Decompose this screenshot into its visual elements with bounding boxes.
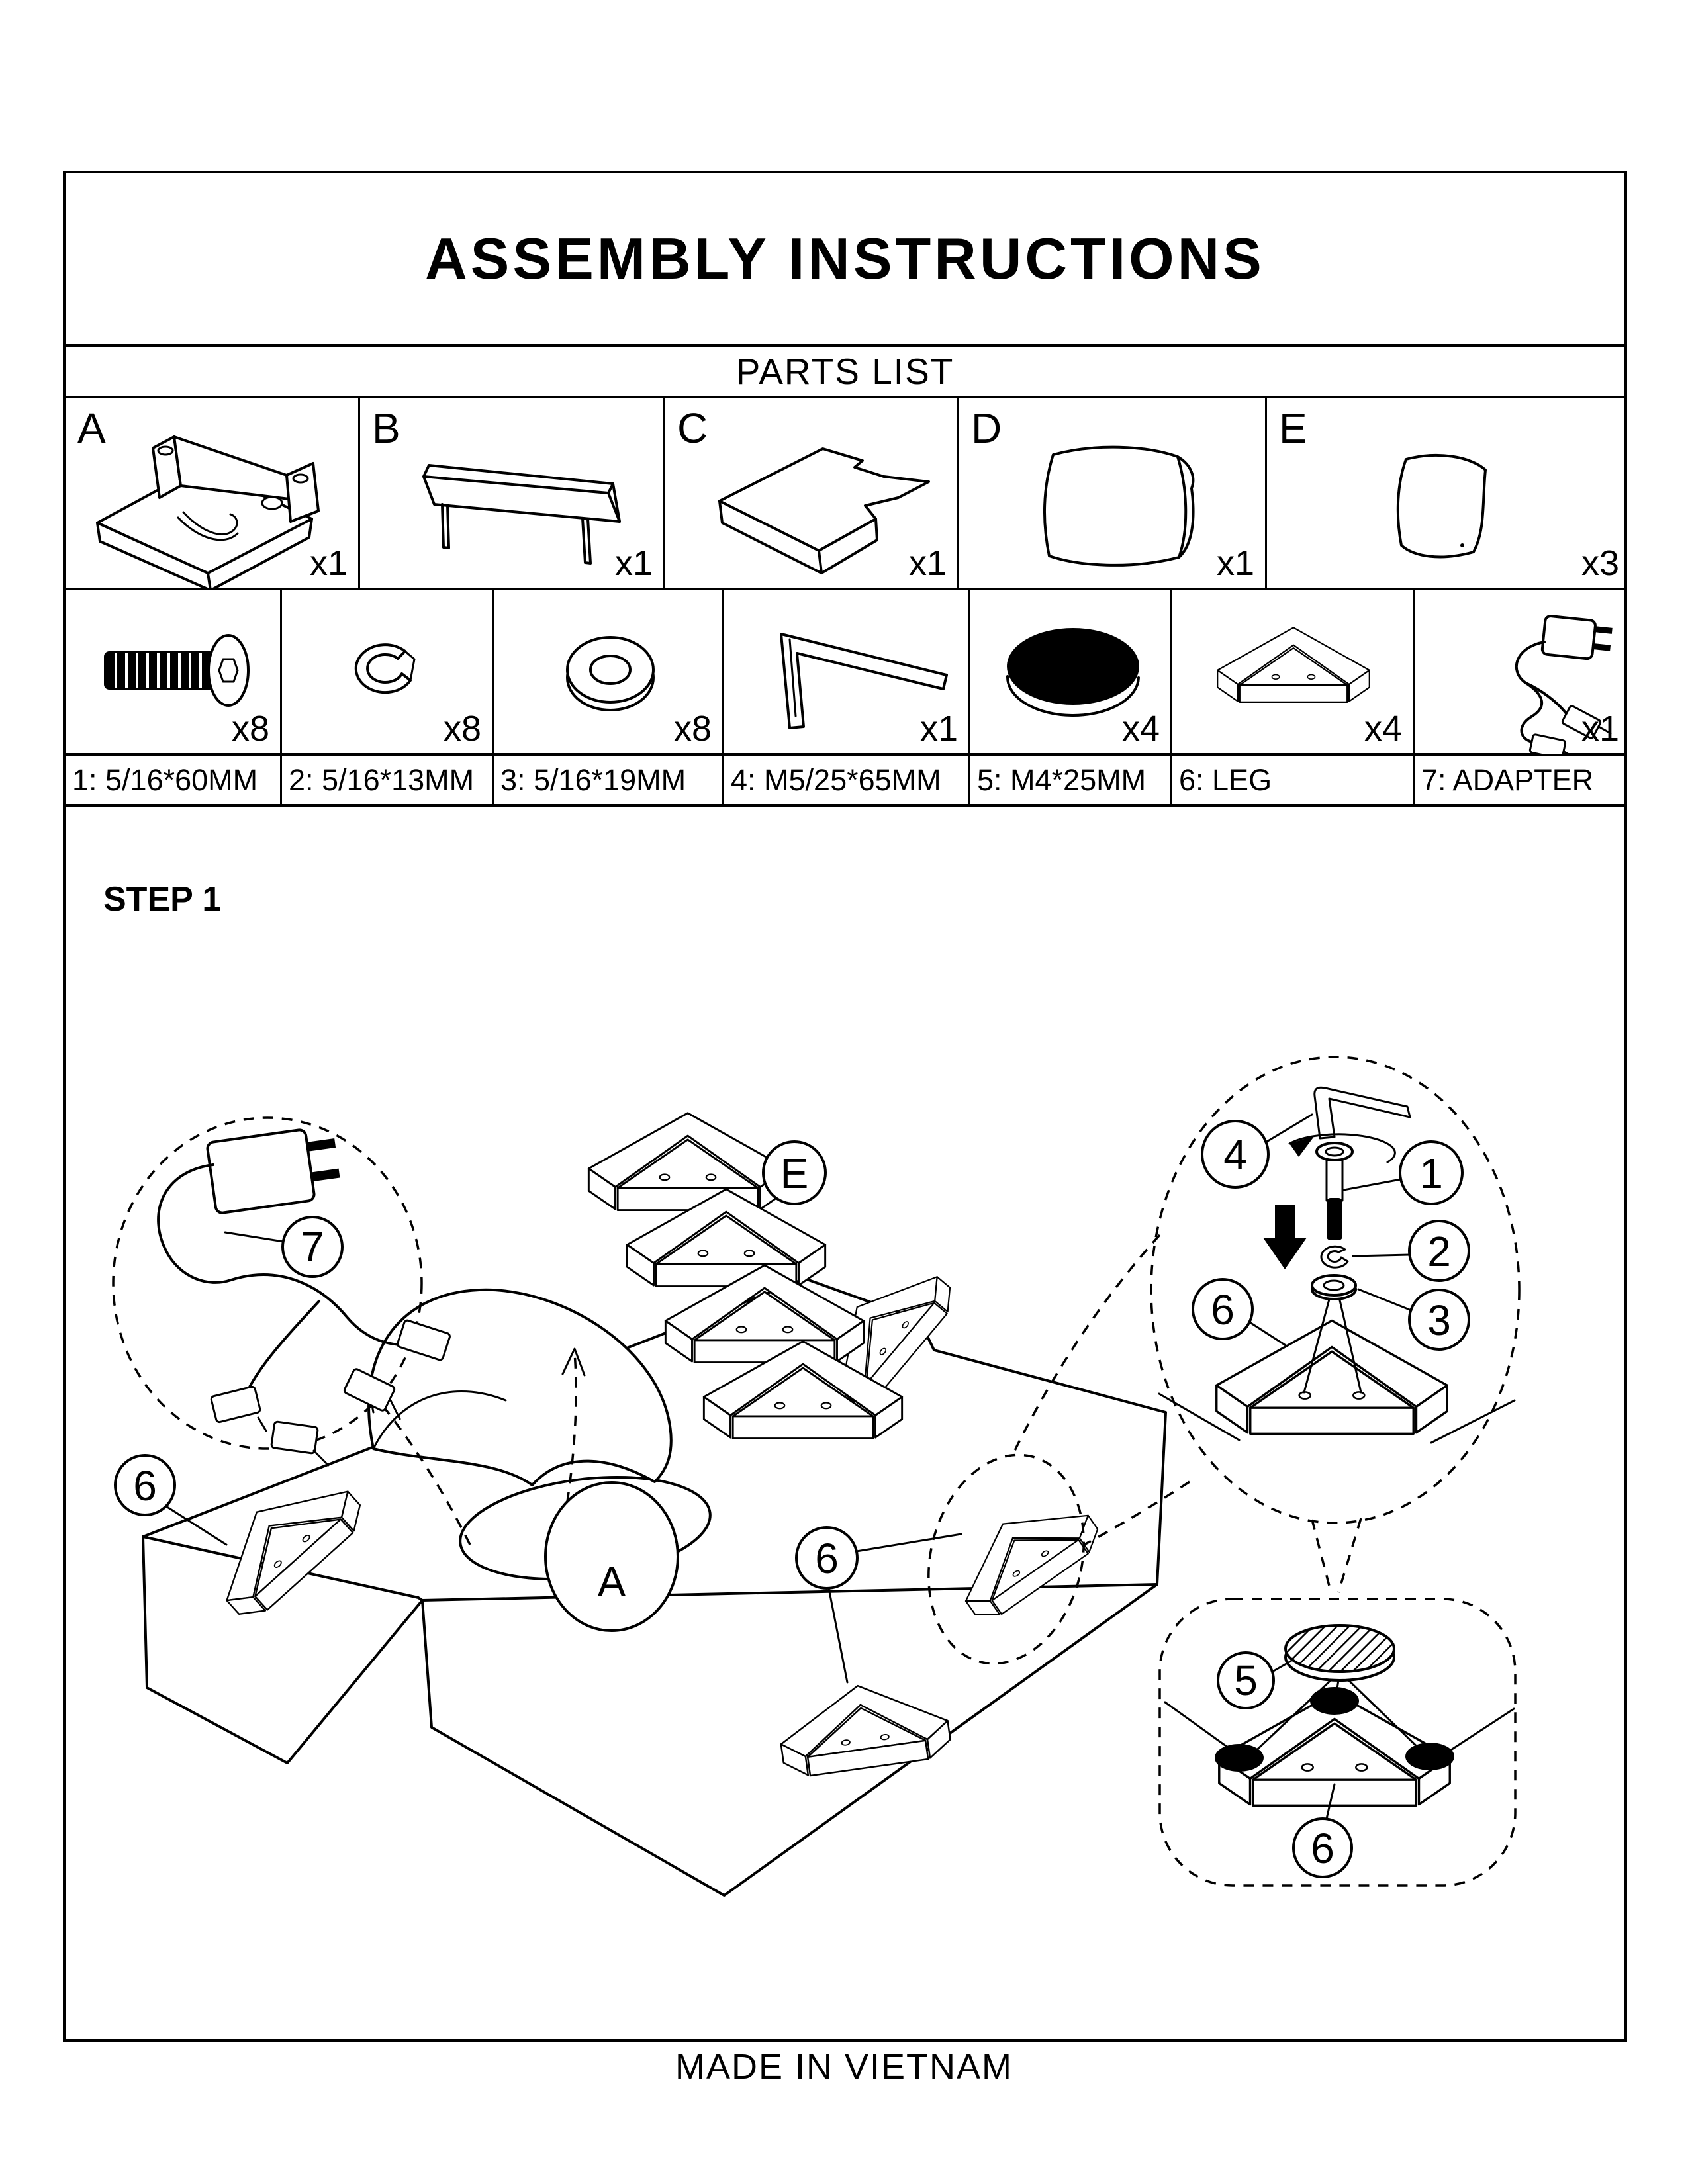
flat-washer-drawing [1312,1275,1356,1299]
hw-cell-floor-pad [970,590,1172,753]
callout-e [763,1142,825,1204]
floor-pad-installed [1405,1743,1454,1770]
hw-label: 5: M4*25MM [977,762,1147,797]
part-qty: x1 [309,543,348,583]
svg-text:2: 2 [1427,1228,1451,1275]
callout-2 [1353,1221,1469,1281]
svg-text:3: 3 [1427,1297,1451,1344]
hw-cell-allen-key [724,590,970,753]
floor-pad-installed [1215,1744,1264,1772]
part-letter: B [372,404,400,452]
page-title: ASSEMBLY INSTRUCTIONS [425,226,1265,291]
svg-text:6: 6 [1311,1825,1335,1872]
part-letter: C [677,404,708,452]
hw-label-cell [1172,756,1415,804]
hw-qty: x4 [1121,709,1160,749]
spring-washer-drawing [1321,1246,1348,1267]
callout-5 [1218,1653,1291,1708]
document-border [63,171,1627,2042]
part-letter: E [1279,404,1307,452]
parts-row [66,398,1624,590]
hw-label-cell [970,756,1172,804]
hardware-labels-row [66,756,1624,807]
hw-label-cell [1415,756,1630,804]
pillow-icon [1267,398,1628,588]
hw-cell-spring-washer [282,590,494,753]
svg-text:4: 4 [1223,1131,1247,1179]
callout-a [545,1482,678,1631]
hw-qty: x1 [919,709,958,749]
callout-3 [1358,1289,1469,1349]
pad-callout [1160,1599,1515,1886]
callout-6-detail [1193,1279,1287,1346]
parts-list-header: PARTS LIST [735,351,955,392]
bolt-drawing [1317,1143,1352,1240]
part-qty: x1 [908,543,947,583]
svg-text:6: 6 [815,1535,839,1582]
cable-connector [211,1386,261,1422]
step1-section [66,807,1624,2044]
made-in-label: MADE IN VIETNAM [675,2047,1013,2087]
part-qty: x3 [1581,543,1619,583]
svg-text:6: 6 [1211,1286,1235,1334]
part-letter: A [77,404,106,452]
hw-label-cell [724,756,970,804]
svg-text:1: 1 [1419,1150,1443,1197]
part-cell-c [665,398,959,588]
wall-plug-icon [207,1125,342,1214]
hw-cell-adapter [1415,590,1630,753]
part-letter: D [971,404,1002,452]
step1-diagram [66,807,1630,2044]
hw-cell-bolt [66,590,282,753]
hw-cell-flat-washer [494,590,724,753]
svg-text:E: E [780,1150,809,1197]
parts-list-header-row [66,347,1624,398]
hw-label-cell [494,756,724,804]
floor-pad-installed [1310,1687,1359,1715]
hw-qty: x4 [1364,709,1402,749]
hw-label: 1: 5/16*60MM [72,762,258,797]
cable-connector [271,1422,318,1454]
step-title: STEP 1 [103,880,222,919]
part-cell-e [1267,398,1630,588]
hw-qty: x8 [673,709,712,749]
part-cell-d [959,398,1267,588]
hw-label-cell [282,756,494,804]
hw-label: 3: 5/16*19MM [500,762,686,797]
hw-label: 7: ADAPTER [1421,762,1594,797]
hw-cell-leg [1172,590,1415,753]
floor-pad-drawing [1286,1625,1394,1680]
title-row [66,173,1624,347]
part-qty: x1 [614,543,653,583]
hw-qty: x8 [443,709,481,749]
hw-qty: x1 [1581,709,1619,749]
svg-text:5: 5 [1234,1657,1258,1704]
svg-text:A: A [597,1558,626,1606]
hw-label-cell [66,756,282,804]
part-cell-a [66,398,360,588]
part-cell-b [360,398,665,588]
svg-text:6: 6 [133,1462,157,1510]
press-down-arrow [1263,1205,1307,1269]
hw-label: 2: 5/16*13MM [289,762,475,797]
hw-label: 6: LEG [1179,762,1272,797]
callout-7 [225,1217,342,1277]
detail-leg [1217,1320,1448,1433]
hw-qty: x8 [231,709,269,749]
hw-label: 4: M5/25*65MM [731,762,941,797]
hardware-row [66,590,1624,756]
callout-1 [1344,1142,1462,1204]
part-qty: x1 [1216,543,1254,583]
svg-text:7: 7 [301,1223,324,1271]
allen-key-drawing [1315,1087,1410,1138]
